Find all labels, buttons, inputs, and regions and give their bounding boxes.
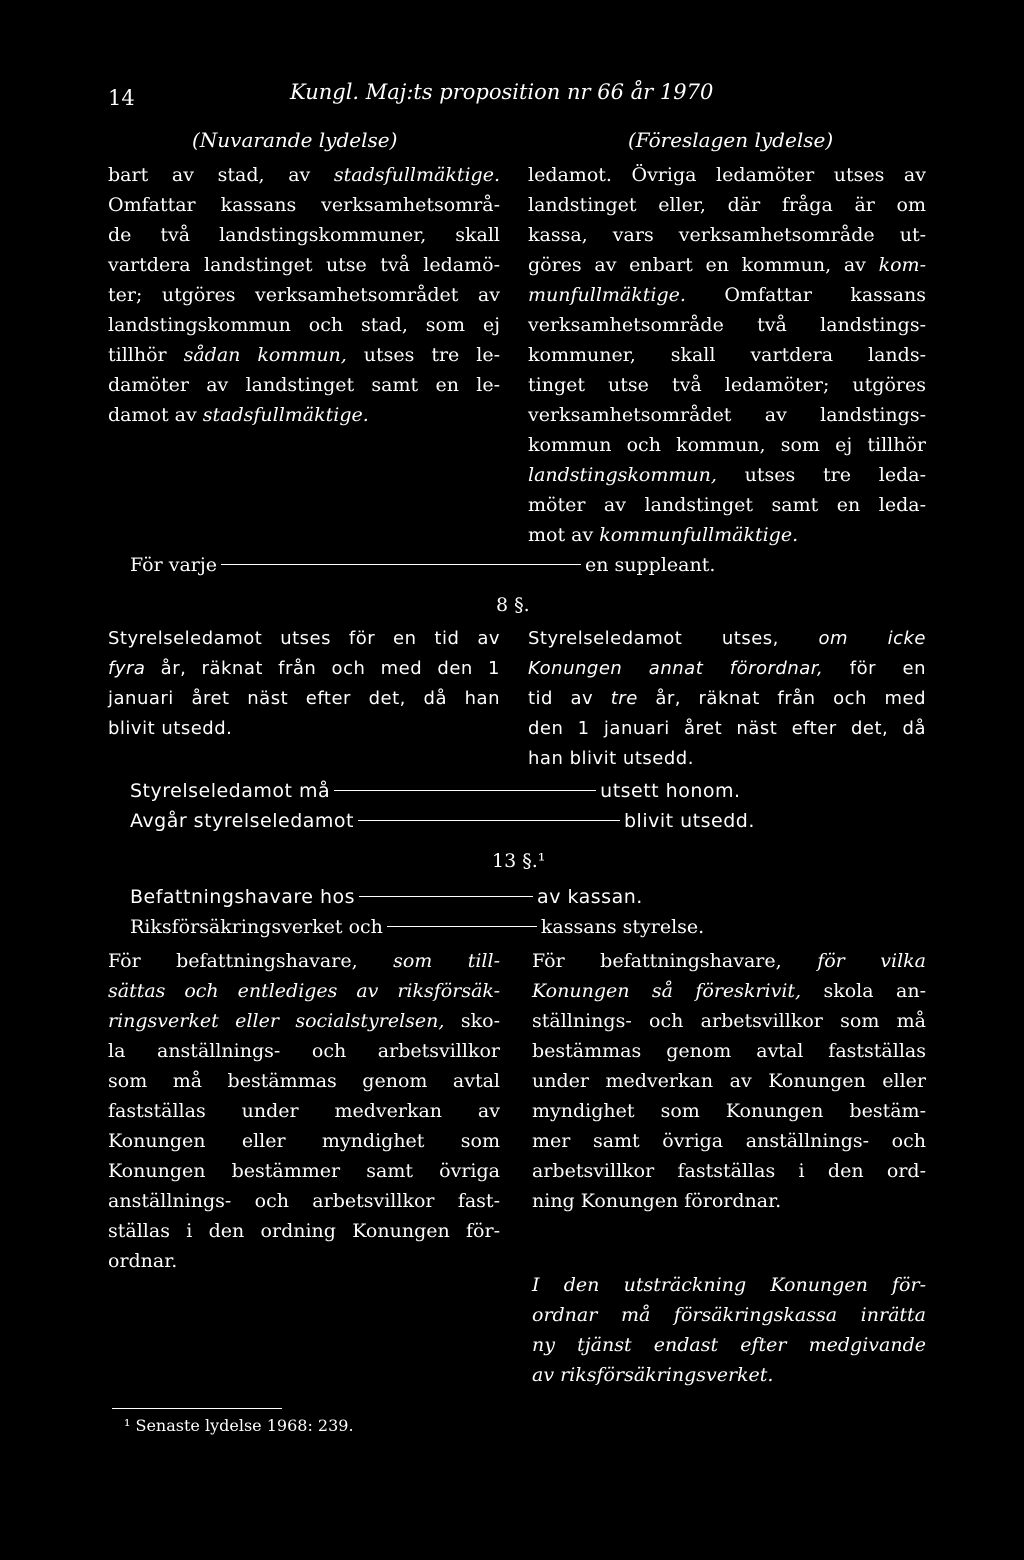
emphasis: munfullmäktige. — [528, 284, 686, 306]
omission-dash — [359, 896, 533, 897]
text-line: myndighet som Konungen bestäm- — [532, 1100, 926, 1122]
text-line: landstingskommun och stad, som ej — [108, 314, 500, 336]
emphasis: om icke — [818, 628, 927, 649]
text-line: ställnings- och arbetsvillkor som må — [532, 1010, 926, 1032]
text-line: ter; utgöres verksamhetsområdet av — [108, 284, 500, 306]
text-line: fyra år, räknat från och med den 1 — [108, 658, 500, 679]
omission-start: Befattningshavare hos — [130, 886, 356, 908]
omission-end: en suppleant. — [584, 554, 716, 576]
emphasis: sådan kommun, — [183, 344, 347, 366]
omission-start: För varje — [130, 554, 217, 576]
text-line: tillhör sådan kommun, utses tre le- — [108, 344, 500, 366]
text-line: han blivit utsedd. — [528, 748, 694, 769]
text-line: anställnings- och arbetsvillkor fast- — [108, 1190, 500, 1212]
text-line: ringsverket eller socialstyrelsen, sko- — [108, 1010, 500, 1032]
text-line: Styrelseledamot utses, om icke — [528, 628, 927, 649]
emphasis: landstingskommun, — [528, 464, 717, 486]
omission-line — [130, 780, 741, 802]
text-line: ordnar. — [108, 1250, 178, 1272]
text-line: Omfattar kassans verksamhetsområ- — [108, 194, 500, 216]
emphasis: fyra — [108, 658, 146, 679]
text-line: verksamhetsområdet av landstings- — [528, 404, 926, 426]
text-line: möter av landstinget samt en leda- — [528, 494, 926, 516]
text-line: av riksförsäkringsverket. — [532, 1364, 774, 1386]
left-column-block-2 — [108, 624, 500, 744]
text-line: landstingskommun, utses tre leda- — [528, 464, 926, 486]
section-heading-13: 13 §.¹ — [492, 850, 546, 872]
omission-end: blivit utsedd. — [623, 810, 755, 832]
left-column-block-3 — [108, 946, 500, 1276]
text-line: kommun och kommun, som ej tillhör — [528, 434, 926, 456]
text-line: För befattningshavare, som till- — [108, 950, 500, 972]
footnote-rule — [112, 1408, 282, 1409]
omission-line — [130, 886, 643, 908]
emphasis: tre — [610, 688, 638, 709]
footnote: ¹ Senaste lydelse 1968: 239. — [124, 1416, 354, 1435]
text-line: verksamhetsområde två landstings- — [528, 314, 926, 336]
emphasis: Konungen annat förordnar, — [528, 658, 824, 679]
omission-start: Riksförsäkringsverket och — [130, 916, 383, 938]
emphasis: kom- — [878, 254, 926, 276]
omission-line — [130, 810, 755, 832]
right-column-block-1 — [528, 160, 926, 550]
text-line: munfullmäktige. Omfattar kassans — [528, 284, 926, 306]
text-line: mer samt övriga anställnings- och — [532, 1130, 926, 1152]
text-line: januari året näst efter det, då han — [108, 688, 500, 709]
text-line: de två landstingskommuner, skall — [108, 224, 500, 246]
text-line: tinget utse två ledamöter; utgöres — [528, 374, 926, 396]
text-line: För befattningshavare, för vilka — [532, 950, 926, 972]
left-column-block-1 — [108, 160, 500, 430]
omission-dash — [334, 790, 596, 791]
omission-dash — [358, 820, 620, 821]
right-column-heading: (Föreslagen lydelse) — [628, 128, 834, 152]
text-line: landstinget eller, där fråga är om — [528, 194, 926, 216]
text-line: Konungen så föreskrivit, skola an- — [532, 980, 926, 1002]
text-line: mot av kommunfullmäktige. — [528, 524, 799, 546]
emphasis: stadsfullmäktige. — [333, 164, 500, 186]
omission-line — [130, 916, 704, 938]
text-line: den 1 januari året näst efter det, då — [528, 718, 926, 739]
omission-start: Styrelseledamot må — [130, 780, 331, 802]
emphasis: stadsfullmäktige. — [202, 404, 369, 426]
text-line: I den utsträckning Konungen för- — [532, 1274, 926, 1296]
text-line: ledamot. Övriga ledamöter utses av — [528, 164, 926, 186]
omission-end: kassans styrelse. — [540, 916, 705, 938]
text-line: kommuner, skall vartdera lands- — [528, 344, 926, 366]
text-line: fastställas under medverkan av — [108, 1100, 500, 1122]
right-column-new-paragraph — [532, 1270, 926, 1390]
text-line: som må bestämmas genom avtal — [108, 1070, 500, 1092]
omission-start: Avgår styrelseledamot — [130, 810, 354, 832]
omission-end: av kassan. — [537, 886, 643, 908]
text-line: blivit utsedd. — [108, 718, 233, 739]
text-line: Konungen annat förordnar, för en — [528, 658, 926, 679]
text-line: vartdera landstinget utse två ledamö- — [108, 254, 500, 276]
omission-dash — [387, 926, 537, 927]
omission-dash — [221, 564, 581, 565]
text-line: Konungen eller myndighet som — [108, 1130, 500, 1152]
emphasis: kommunfullmäktige. — [599, 524, 799, 546]
text-line: la anställnings- och arbetsvillkor — [108, 1040, 500, 1062]
page-number: 14 — [108, 86, 135, 110]
text-line: damot av stadsfullmäktige. — [108, 404, 369, 426]
text-line: ställas i den ordning Konungen för- — [108, 1220, 500, 1242]
text-line: göres av enbart en kommun, av kom- — [528, 254, 926, 276]
text-line: ning Konungen förordnar. — [532, 1190, 782, 1212]
right-column-block-2 — [528, 624, 926, 774]
omission-line — [130, 554, 715, 576]
text-line: Styrelseledamot utses för en tid av — [108, 628, 500, 649]
text-line: sättas och entlediges av riksförsäk- — [108, 980, 500, 1002]
text-line: ordnar må försäkringskassa inrätta — [532, 1304, 926, 1326]
text-line: arbetsvillkor fastställas i den ord- — [532, 1160, 926, 1182]
section-heading-8: 8 §. — [496, 594, 530, 616]
text-line: bart av stad, av stadsfullmäktige. — [108, 164, 500, 186]
text-line: ny tjänst endast efter medgivande — [532, 1334, 926, 1356]
omission-end: utsett honom. — [600, 780, 741, 802]
text-line: tid av tre år, räknat från och med — [528, 688, 926, 709]
right-column-block-3 — [532, 946, 926, 1216]
text-line: kassa, vars verksamhetsområde ut- — [528, 224, 926, 246]
text-line: damöter av landstinget samt en le- — [108, 374, 500, 396]
text-line: under medverkan av Konungen eller — [532, 1070, 926, 1092]
left-column-heading: (Nuvarande lydelse) — [192, 128, 398, 152]
text-line: bestämmas genom avtal fastställas — [532, 1040, 926, 1062]
text-line: Konungen bestämmer samt övriga — [108, 1160, 500, 1182]
page-title: Kungl. Maj:ts proposition nr 66 år 1970 — [290, 80, 714, 104]
